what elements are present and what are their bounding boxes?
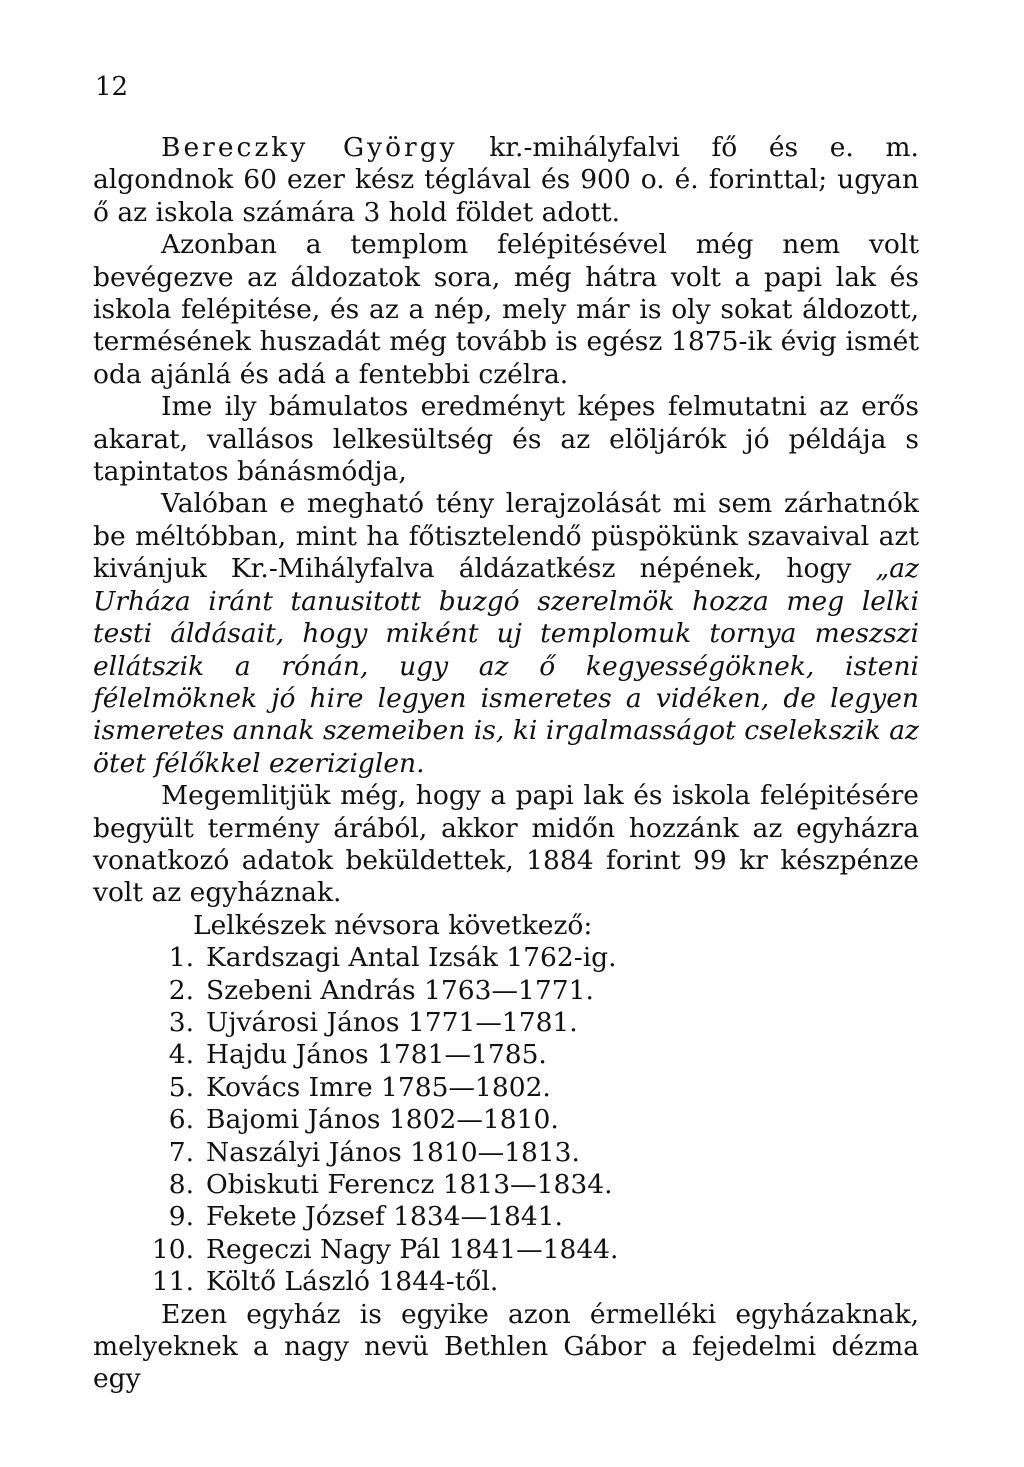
paragraph-bishop-quote	[93, 488, 919, 780]
list-item-number: 4.	[168, 1039, 194, 1071]
page-number: 12	[95, 72, 129, 102]
list-item	[93, 1072, 919, 1104]
list-item	[93, 975, 919, 1007]
paragraph-donor	[93, 132, 919, 229]
list-item-text: Ujvárosi János 1771—1781.	[206, 1006, 578, 1038]
list-item	[93, 1039, 919, 1071]
list-item-number: 1.	[168, 942, 194, 974]
list-item-text: Naszályi János 1810—1813.	[206, 1136, 580, 1168]
body-text	[93, 132, 919, 1396]
list-item-text: Kardszagi Antal Izsák 1762-ig.	[206, 942, 617, 974]
list-item-text: Bajomi János 1802—1810.	[206, 1104, 559, 1136]
list-item-text: Költő László 1844-től.	[206, 1266, 499, 1298]
list-item	[93, 1201, 919, 1233]
donor-name: Bereczky György	[161, 132, 458, 163]
paragraph-result: Ime ily bámulatos eredményt képes felmutatni az erős akarat, vallásos lelkesültség és az elöljárók jó példája s tapintatos bánásmódja,	[93, 391, 919, 488]
list-item-number: 3.	[168, 1006, 194, 1038]
list-item	[93, 1007, 919, 1039]
pastor-list-title: Lelkészek névsora következő:	[193, 909, 593, 941]
list-item	[93, 1104, 919, 1136]
list-item-number: 9.	[168, 1201, 194, 1233]
list-item-text: Szebeni András 1763—1771.	[206, 974, 594, 1006]
list-item-number: 5.	[168, 1071, 194, 1103]
list-item	[93, 1234, 919, 1266]
list-item-number: 10.	[151, 1233, 194, 1265]
bishop-quote: „az Urháza iránt tanusitott buzgó szerelmök hozza meg lelki testi áldásait, hogy miként uj templomuk tornya meszszi ellátszik a rónán, ugy az ő kegyességöknek, isteni félelmöknek jó hire legyen ismeretes a vidéken, de legyen ismeretes annak szemeiben is, ki irgalmasságot cselekszik az ötet félőkkel ezeriziglen.	[93, 553, 919, 779]
list-item-text: Obiskuti Ferencz 1813—1834.	[206, 1169, 613, 1200]
paragraph-bethlen: Ezen egyház is egyike azon érmelléki egyházaknak, melyeknek a nagy nevü Bethlen Gábor a fejedelmi dézma egy	[93, 1298, 919, 1395]
donor-text: kr.-mihályfalvi fő és e. m. algondnok 60 ezer kész téglával és 900 o. é. forinttal; ugyan ő az iskola számára 3 hold földet adott.	[93, 132, 919, 228]
pastor-list	[93, 942, 919, 1298]
paragraph-funds: Megemlitjük még, hogy a papi lak és iskola felépitésére begyült termény árából, akkor midőn hozzánk az egyházra vonatkozó adatok beküldettek, 1884 forint 99 kr készpénze volt az egyháznak.	[93, 780, 919, 909]
list-item	[93, 1266, 919, 1298]
list-item-text: Fekete József 1834—1841.	[206, 1201, 563, 1233]
list-item-text: Regeczi Nagy Pál 1841—1844.	[206, 1233, 619, 1265]
list-item-text: Kovács Imre 1785—1802.	[206, 1071, 551, 1103]
quote-intro: Valóban e megható tény lerajzolását mi sem zárhatnók be méltóbban, mint ha főtisztelendő püspökünk szavaival azt kivánjuk Kr.-Mihályfalva áldázatkész népének, hogy	[93, 488, 919, 585]
list-item-number: 11.	[151, 1266, 194, 1298]
list-item-number: 7.	[168, 1136, 194, 1168]
list-item-number: 6.	[168, 1104, 194, 1136]
list-item	[93, 942, 919, 974]
list-item	[93, 1137, 919, 1169]
list-item-number: 2.	[168, 974, 194, 1006]
list-item-number: 8.	[168, 1169, 194, 1200]
list-item-text: Hajdu János 1781—1785.	[206, 1039, 547, 1071]
paragraph-sacrifices: Azonban a templom felépitésével még nem volt bevégezve az áldozatok sora, még hátra volt a papi lak és iskola felépitése, és az a nép, mely már is oly sokat áldozott, termésének huszadát még tovább is egész 1875-ik évig ismét oda ajánlá és adá a fentebbi czélra.	[93, 229, 919, 390]
list-item	[93, 1169, 919, 1201]
